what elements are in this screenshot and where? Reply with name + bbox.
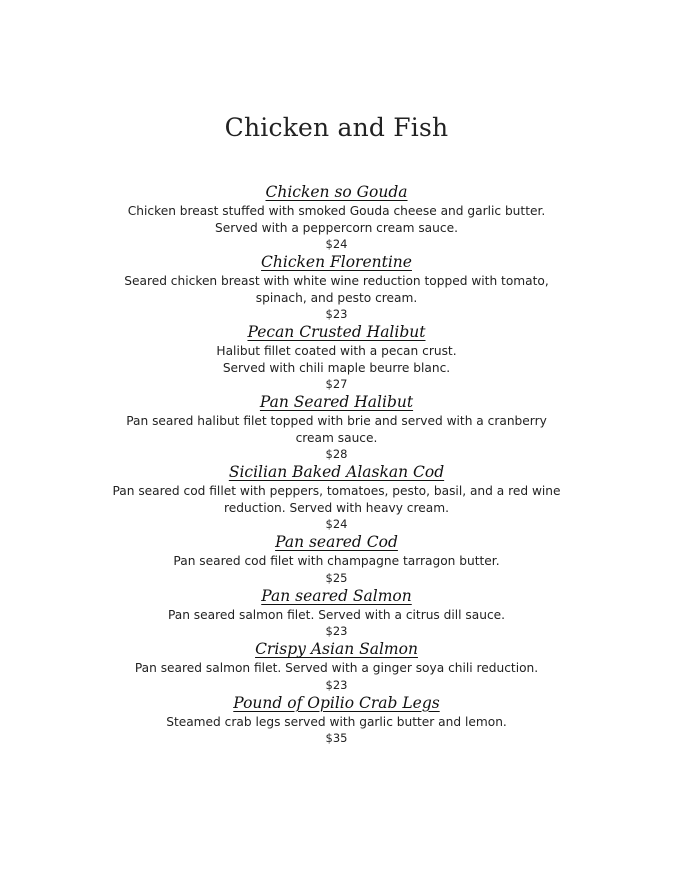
item-description-line: Served with chili maple beurre blanc.	[222, 360, 451, 375]
item-price: $25	[325, 570, 348, 585]
item-description	[92, 413, 582, 446]
item-description-line: Pan seared halibut filet topped with brie and served with a cranberry	[126, 414, 547, 428]
item-description-line: Pan seared cod filet with champagne tarragon butter.	[173, 554, 500, 568]
page-title: Chicken and Fish	[224, 113, 449, 142]
item-name: Chicken so Gouda	[265, 183, 408, 201]
item-price: $27	[325, 377, 348, 391]
menu-item	[0, 462, 673, 532]
menu-item	[0, 693, 673, 747]
item-description-line: Chicken breast stuffed with smoked Gouda cheese and garlic butter.	[127, 204, 546, 218]
menu-item	[0, 392, 673, 462]
item-name: Sicilian Baked Alaskan Cod	[228, 463, 445, 481]
item-description	[92, 660, 582, 677]
item-description-line: Served with a peppercorn cream sauce.	[215, 220, 458, 235]
item-description-line: cream sauce.	[295, 430, 378, 445]
item-description-line: Halibut fillet coated with a pecan crust.	[216, 344, 457, 358]
item-name: Pan seared Cod	[275, 533, 398, 551]
menu-list	[0, 182, 673, 746]
menu-item	[0, 639, 673, 693]
item-price: $28	[325, 447, 348, 461]
item-description-line: reduction. Served with heavy cream.	[224, 500, 449, 515]
item-description-line: Pan seared salmon filet. Served with a citrus dill sauce.	[167, 607, 506, 622]
menu-item	[0, 182, 673, 252]
menu-item	[0, 322, 673, 392]
item-name: Pan seared Salmon	[261, 586, 412, 605]
item-description-line: Steamed crab legs served with garlic butter and lemon.	[166, 714, 507, 729]
item-description	[92, 273, 582, 306]
item-price: $24	[325, 237, 348, 251]
item-description	[92, 203, 582, 236]
item-description	[92, 483, 582, 516]
item-price: $23	[325, 624, 348, 638]
item-name: Pan Seared Halibut	[259, 393, 414, 411]
item-description	[92, 343, 582, 376]
menu-item	[0, 586, 673, 640]
item-description-line: Seared chicken breast with white wine reduction topped with tomato,	[124, 274, 549, 288]
item-description-line: Pan seared cod fillet with peppers, tomatoes, pesto, basil, and a red wine	[112, 484, 561, 498]
item-description-line: Pan seared salmon filet. Served with a ginger soya chili reduction.	[134, 661, 539, 675]
item-name: Pecan Crusted Halibut	[247, 323, 426, 341]
menu-item	[0, 252, 673, 322]
item-price: $23	[325, 307, 348, 321]
item-name: Pound of Opilio Crab Legs	[233, 693, 440, 712]
item-price: $23	[325, 677, 348, 692]
item-description	[92, 714, 582, 731]
item-price: $24	[325, 517, 348, 531]
item-name: Chicken Florentine	[261, 253, 412, 271]
item-price: $35	[325, 731, 348, 745]
item-description	[92, 553, 582, 570]
item-description	[92, 607, 582, 624]
item-description-line: spinach, and pesto cream.	[255, 290, 418, 305]
menu-item	[0, 532, 673, 586]
item-name: Crispy Asian Salmon	[255, 640, 418, 658]
